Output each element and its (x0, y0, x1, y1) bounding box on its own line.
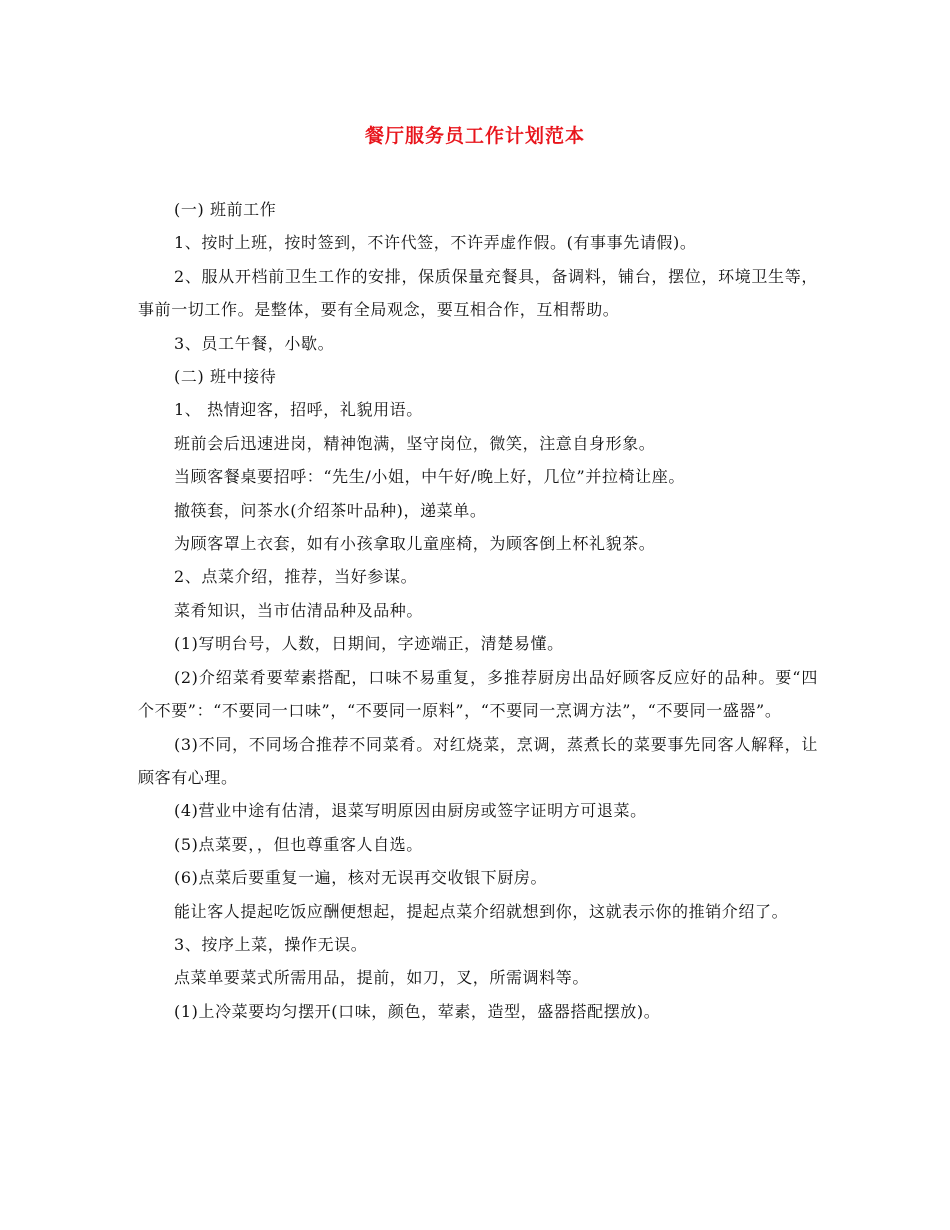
paragraph: (4)营业中途有估清，退菜写明原因由厨房或签字证明方可退菜。 (174, 801, 647, 821)
document-title: 餐厅服务员工作计划范本 (364, 125, 585, 147)
paragraph: 1、 热情迎客，招呼，礼貌用语。 (174, 400, 423, 420)
paragraph: 点菜单要菜式所需用品，提前，如刀，叉，所需调料等。 (174, 968, 590, 988)
paragraph: 1、按时上班，按时签到，不许代签，不许弄虚作假。(有事事先请假)。 (174, 233, 697, 253)
paragraph: (3)不同，不同场合推荐不同菜肴。对红烧菜，烹调，蒸煮长的菜要事先同客人解释，让顾客有心理。 (138, 734, 818, 787)
paragraph: 菜肴知识，当市估清品种及品种。 (174, 600, 424, 620)
paragraph: (2)介绍菜肴要荤素搭配，口味不易重复，多推荐厨房出品好顾客反应好的品种。要“四个不要”：“不要同一口味”，“不要同一原料”，“不要同一烹调方法”，“不要同一盛器”。 (138, 667, 818, 721)
paragraph: 为顾客罩上衣套，如有小孩拿取儿童座椅，为顾客倒上杯礼貌茶。 (174, 534, 656, 554)
paragraph: 3、员工午餐，小歇。 (174, 333, 335, 353)
paragraph: (5)点菜要，，但也尊重客人自选。 (174, 834, 423, 854)
document-body (138, 193, 818, 1028)
paragraph: (6)点菜后要重复一遍，核对无误再交收银下厨房。 (174, 868, 548, 888)
section-heading-pre-shift: (一) 班前工作 (174, 200, 277, 219)
paragraph: 2、点菜介绍，推荐，当好参谋。 (174, 567, 418, 587)
paragraph: 3、按序上菜，操作无误。 (174, 934, 368, 954)
paragraph: 能让客人提起吃饭应酬便想起，提起点菜介绍就想到你，这就表示你的推销介绍了。 (174, 901, 789, 921)
section-heading-in-shift: (二) 班中接待 (174, 367, 277, 387)
paragraph: (1)上冷菜要均匀摆开(口味，颜色，荤素，造型，盛器搭配摆放)。 (174, 1001, 661, 1021)
paragraph: 班前会后迅速进岗，精神饱满，坚守岗位，微笑，注意自身形象。 (174, 433, 656, 453)
paragraph: 撤筷套，问茶水(介绍茶叶品种)，递菜单。 (174, 500, 487, 520)
paragraph: 当顾客餐桌要招呼：“先生/小姐，中午好/晚上好，几位”并拉椅让座。 (174, 467, 685, 487)
paragraph: 2、服从开档前卫生工作的安排，保质保量充餐具，备调料，铺台，摆位，环境卫生等，事前一切工作。是整体，要有全局观念，要互相合作，互相帮助。 (138, 266, 818, 320)
paragraph: (1)写明台号，人数，日期间，字迹端正，清楚易懂。 (174, 634, 564, 654)
